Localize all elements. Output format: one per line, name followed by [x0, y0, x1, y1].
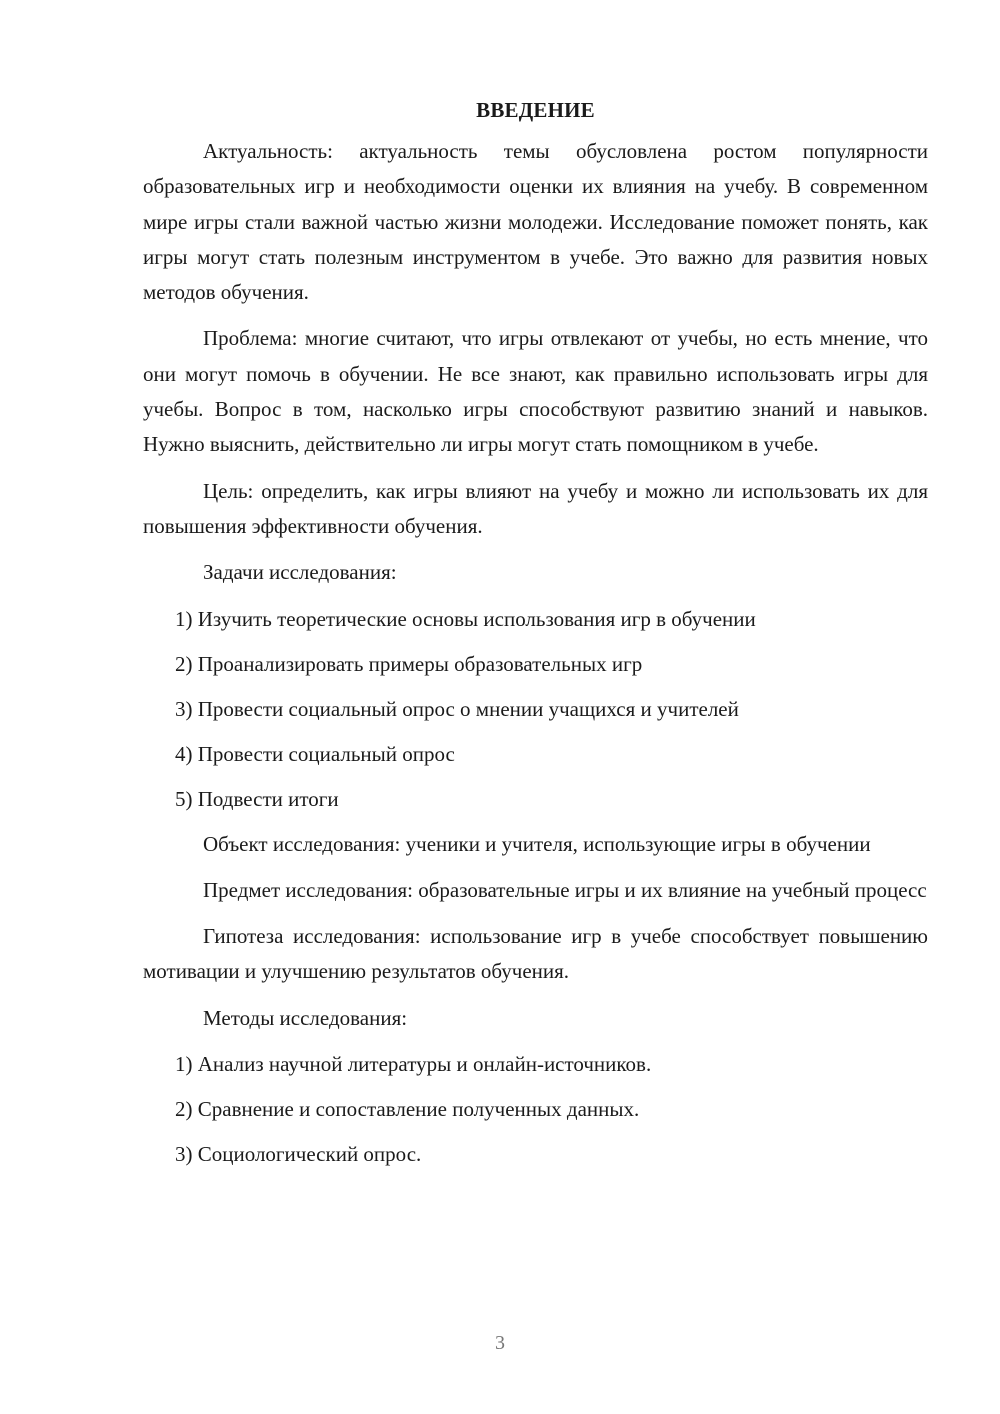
object-paragraph: Объект исследования: ученики и учителя, использующие игры в обучении — [203, 831, 871, 856]
task-item-2: 2) Проанализировать примеры образовательных игр — [175, 651, 643, 676]
method-item-3: 3) Социологический опрос. — [175, 1142, 422, 1167]
methods-heading: Методы исследования: — [203, 1005, 408, 1030]
task-item-1: 1) Изучить теоретические основы использования игр в обучении — [175, 606, 756, 631]
document-title: ВВЕДЕНИЕ — [476, 98, 595, 122]
tasks-heading: Задачи исследования: — [203, 560, 397, 585]
page-number: 3 — [495, 1332, 505, 1354]
goal-paragraph: Цель: определить, как игры влияют на учебу и можно ли использовать их для повышения эффективности обучения. — [143, 478, 928, 538]
relevance-paragraph: Актуальность: актуальность темы обусловлена ростом популярности образовательных игр и необходимости оценки их влияния на учебу. В современном мире игры стали важной частью жизни молодежи. Исследование поможет понять, как игры могут стать полезным инструментом в учебе. Это важно для развития новых методов обучения. — [143, 139, 928, 305]
subject-paragraph: Предмет исследования: образовательные игры и их влияние на учебный процесс — [203, 877, 927, 902]
task-item-3: 3) Провести социальный опрос о мнении учащихся и учителей — [175, 696, 739, 721]
method-item-2: 2) Сравнение и сопоставление полученных данных. — [175, 1097, 640, 1122]
problem-paragraph: Проблема: многие считают, что игры отвлекают от учебы, но есть мнение, что они могут помочь в обучении. Не все знают, как правильно использовать игры для учебы. Вопрос в том, насколько игры способствуют развитию знаний и навыков. Нужно выяснить, действительно ли игры могут стать помощником в учебе. — [143, 326, 928, 457]
method-item-1: 1) Анализ научной литературы и онлайн-источников. — [175, 1052, 652, 1077]
task-item-4: 4) Провести социальный опрос — [175, 741, 455, 766]
task-item-5: 5) Подвести итоги — [175, 786, 339, 811]
hypothesis-paragraph: Гипотеза исследования: использование игр в учебе способствует повышению мотивации и улучшению результатов обучения. — [143, 924, 928, 984]
document-page — [143, 93, 928, 1182]
